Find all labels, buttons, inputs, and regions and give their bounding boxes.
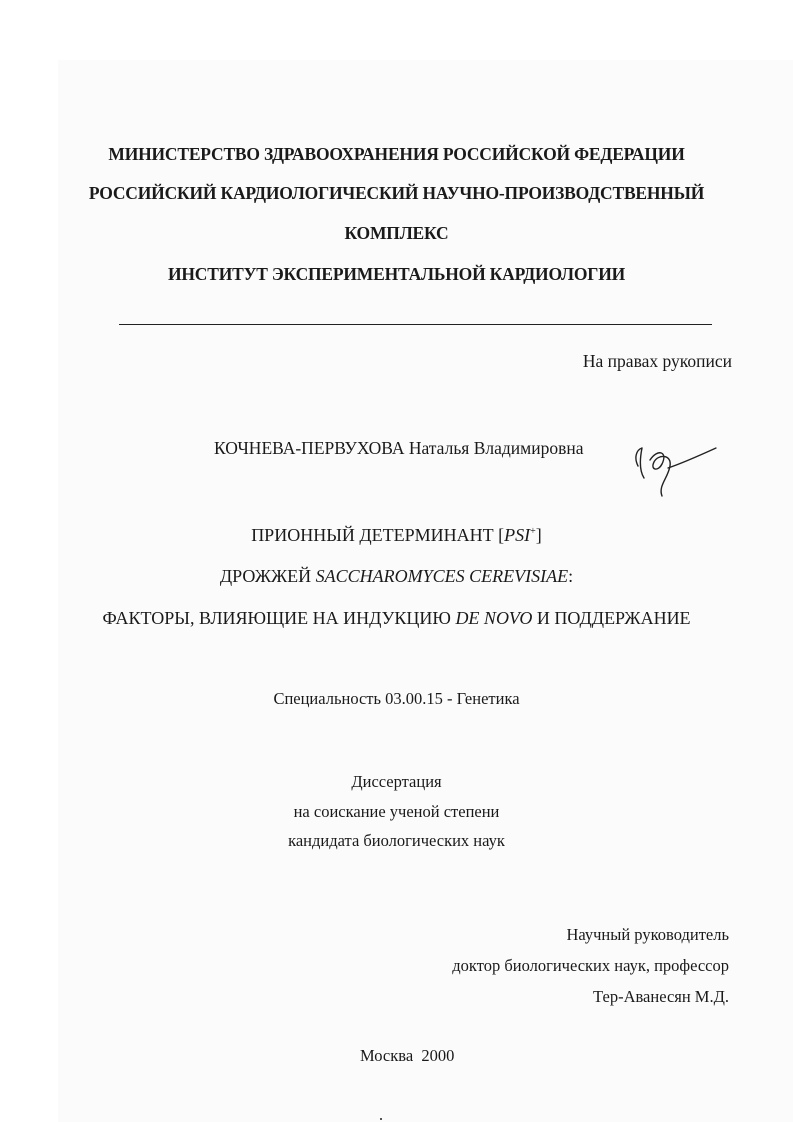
title-line3-prefix: ФАКТОРЫ, ВЛИЯЮЩИЕ НА ИНДУКЦИЮ [102, 608, 456, 628]
title-line3 [0, 607, 793, 629]
dissertation-line1: Диссертация [351, 772, 442, 791]
institute-heading: ИНСТИТУТ ЭКСПЕРИМЕНТАЛЬНОЙ КАРДИОЛОГИИ [167, 264, 626, 284]
dissertation-line3: кандидата биологических наук [288, 831, 505, 850]
manuscript-note: На правах рукописи [582, 351, 732, 371]
title-species: SACCHAROMYCES CEREVISIAE [315, 566, 569, 586]
title-line3-suffix: И ПОДДЕРЖАНИЕ [532, 608, 691, 628]
header-divider [119, 324, 712, 325]
specialty: Специальность 03.00.15 - Генетика [273, 689, 520, 708]
city-year: Москва 2000 [360, 1046, 455, 1065]
author-name: КОЧНЕВА-ПЕРВУХОВА Наталья Владимировна [214, 438, 584, 458]
scan-speck [380, 1118, 382, 1120]
complex-heading-line2: КОМПЛЕКС [344, 223, 449, 243]
title-line1-prefix: ПРИОННЫЙ ДЕТЕРМИНАНТ [ [251, 525, 505, 545]
title-line2 [0, 565, 793, 587]
title-line2-suffix: : [568, 566, 574, 586]
title-de-novo: DE NOVO [455, 608, 533, 628]
supervisor-role: Научный руководитель [566, 925, 729, 944]
title-line1 [0, 521, 793, 546]
title-psi: PSI [504, 525, 531, 545]
supervisor-name: Тер-Аванесян М.Д. [593, 987, 729, 1006]
title-line2-prefix: ДРОЖЖЕЙ [219, 566, 316, 586]
ministry-heading: МИНИСТЕРСТВО ЗДРАВООХРАНЕНИЯ РОССИЙСКОЙ ФЕДЕРАЦИИ [108, 144, 685, 164]
dissertation-line2: на соискание ученой степени [293, 802, 500, 821]
title-psi-superscript: + [530, 526, 536, 537]
supervisor-degree: доктор биологических наук, профессор [452, 956, 729, 975]
complex-heading-line1: РОССИЙСКИЙ КАРДИОЛОГИЧЕСКИЙ НАУЧНО-ПРОИЗВОДСТВЕННЫЙ [88, 183, 705, 203]
title-line1-suffix: ] [535, 525, 542, 545]
signature [628, 438, 723, 508]
